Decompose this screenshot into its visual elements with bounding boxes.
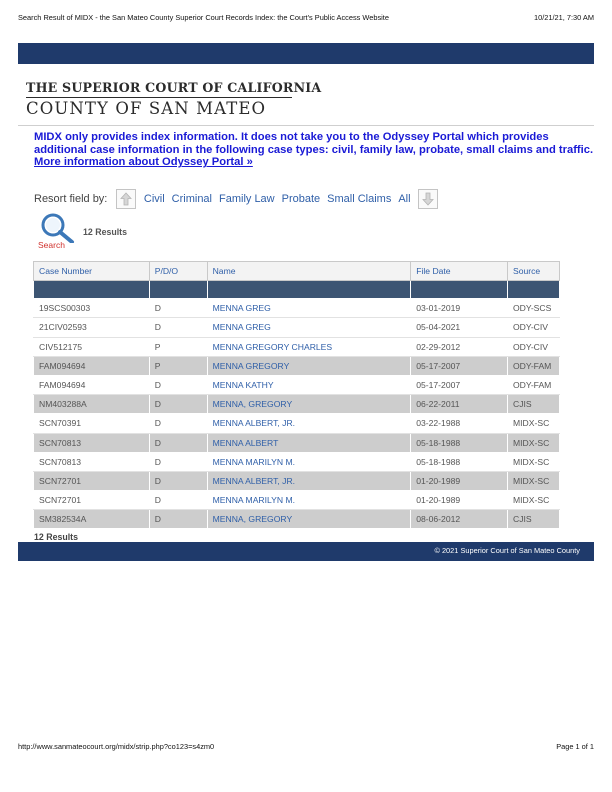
cell-file-date: 01-20-1989 [411,491,508,510]
resort-label: Resort field by: [34,193,108,205]
results-count-bottom: 12 Results [34,532,79,542]
print-page-number: Page 1 of 1 [556,742,594,751]
copyright-text: © 2021 Superior Court of San Mateo County [434,546,580,555]
search-label: Search [38,240,65,250]
cell-source: MIDX-SC [507,491,559,510]
cell-file-date: 05-18-1988 [411,452,508,471]
resort-bar [34,188,442,210]
sort-descending-button[interactable] [418,189,438,209]
arrow-down-icon [421,192,435,206]
table-row [34,452,560,471]
cell-case-number: 21CIV02593 [34,318,150,337]
table-row [34,510,560,529]
cell-pdo: D [149,395,207,414]
odyssey-info-link[interactable]: More information about Odyssey Portal » [34,156,253,169]
print-footer [18,742,594,754]
table-row [34,491,560,510]
results-table [33,261,560,529]
table-row [34,299,560,318]
table-row [34,337,560,356]
table-header-row [34,262,560,281]
cell-name-link[interactable]: MENNA GREG [207,299,411,318]
cell-source: MIDX-SC [507,433,559,452]
cell-pdo: D [149,433,207,452]
cell-source: MIDX-SC [507,452,559,471]
table-row [34,395,560,414]
cell-source: ODY-FAM [507,375,559,394]
cell-pdo: D [149,375,207,394]
cell-case-number: FAM094694 [34,356,150,375]
cell-name-link[interactable]: MENNA ALBERT [207,433,411,452]
cell-file-date: 08-06-2012 [411,510,508,529]
notice-text: MIDX only provides index information. It does not take you to the Odyssey Portal which provides additional case information in the following case types: civil, family law, probate, small claims and traffic. [34,131,594,156]
table-row [34,433,560,452]
header-source: Source [507,262,559,281]
print-header [18,13,594,25]
resort-family-law-link[interactable]: Family Law [219,193,275,205]
cell-case-number: SCN70813 [34,452,150,471]
cell-name-link[interactable]: MENNA MARILYN M. [207,491,411,510]
header-name[interactable]: Name [207,262,411,281]
footer-bar [18,542,594,561]
cell-source: CJIS [507,395,559,414]
logo-line-2: COUNTY OF SAN MATEO [26,99,267,118]
cell-source: MIDX-SC [507,471,559,490]
top-nav-bar [18,43,594,64]
table-row [34,471,560,490]
cell-pdo: D [149,318,207,337]
cell-case-number: SM382534A [34,510,150,529]
cell-name-link[interactable]: MENNA GREGORY [207,356,411,375]
logo-line-1: THE SUPERIOR COURT OF CALIFORNIA [26,80,322,95]
print-url: http://www.sanmateocourt.org/midx/strip.php?co123=s4zm0 [18,742,215,751]
cell-case-number: SCN70813 [34,433,150,452]
cell-case-number: NM403288A [34,395,150,414]
cell-pdo: D [149,299,207,318]
cell-pdo: D [149,491,207,510]
arrow-up-icon [119,192,133,206]
sort-ascending-button[interactable] [116,189,136,209]
header-file-date[interactable]: File Date [411,262,508,281]
cell-case-number: SCN72701 [34,491,150,510]
cell-source: ODY-CIV [507,318,559,337]
search-button[interactable] [36,213,82,253]
header-case-number[interactable]: Case Number [34,262,150,281]
cell-file-date: 03-22-1988 [411,414,508,433]
print-datetime: 10/21/21, 7:30 AM [534,13,594,22]
table-row [34,356,560,375]
cell-file-date: 03-01-2019 [411,299,508,318]
cell-file-date: 01-20-1989 [411,471,508,490]
cell-file-date: 02-29-2012 [411,337,508,356]
resort-probate-link[interactable]: Probate [281,193,321,205]
magnifier-icon [36,213,82,243]
table-row [34,414,560,433]
resort-civil-link[interactable]: Civil [143,193,165,205]
cell-pdo: D [149,414,207,433]
cell-case-number: 19SCS00303 [34,299,150,318]
resort-all-link[interactable]: All [398,193,411,205]
cell-source: MIDX-SC [507,414,559,433]
cell-pdo: D [149,452,207,471]
cell-name-link[interactable]: MENNA KATHY [207,375,411,394]
cell-file-date: 05-18-1988 [411,433,508,452]
table-row [34,318,560,337]
cell-name-link[interactable]: MENNA ALBERT, JR. [207,414,411,433]
cell-source: ODY-FAM [507,356,559,375]
court-logo[interactable] [26,80,322,122]
cell-pdo: D [149,510,207,529]
cell-name-link[interactable]: MENNA MARILYN M. [207,452,411,471]
cell-pdo: P [149,337,207,356]
cell-pdo: D [149,471,207,490]
cell-case-number: FAM094694 [34,375,150,394]
header-pdo: P/D/O [149,262,207,281]
resort-criminal-link[interactable]: Criminal [171,193,212,205]
cell-source: ODY-SCS [507,299,559,318]
results-count: 12 Results [83,227,128,237]
table-row [34,375,560,394]
odyssey-notice [34,131,600,169]
cell-name-link[interactable]: MENNA GREG [207,318,411,337]
cell-case-number: SCN72701 [34,471,150,490]
cell-file-date: 05-17-2007 [411,356,508,375]
table-spacer-row [34,281,560,299]
cell-pdo: P [149,356,207,375]
cell-source: ODY-CIV [507,337,559,356]
cell-file-date: 06-22-2011 [411,395,508,414]
cell-name-link[interactable]: MENNA ALBERT, JR. [207,471,411,490]
header-divider [18,125,594,126]
cell-name-link[interactable]: MENNA, GREGORY [207,395,411,414]
logo-rule [26,97,292,98]
resort-small-claims-link[interactable]: Small Claims [327,193,392,205]
cell-case-number: CIV512175 [34,337,150,356]
cell-file-date: 05-04-2021 [411,318,508,337]
cell-name-link[interactable]: MENNA, GREGORY [207,510,411,529]
cell-name-link[interactable]: MENNA GREGORY CHARLES [207,337,411,356]
cell-file-date: 05-17-2007 [411,375,508,394]
cell-case-number: SCN70391 [34,414,150,433]
print-page-title: Search Result of MIDX - the San Mateo County Superior Court Records Index: the Court's Public Access Website [18,13,389,22]
cell-source: CJIS [507,510,559,529]
